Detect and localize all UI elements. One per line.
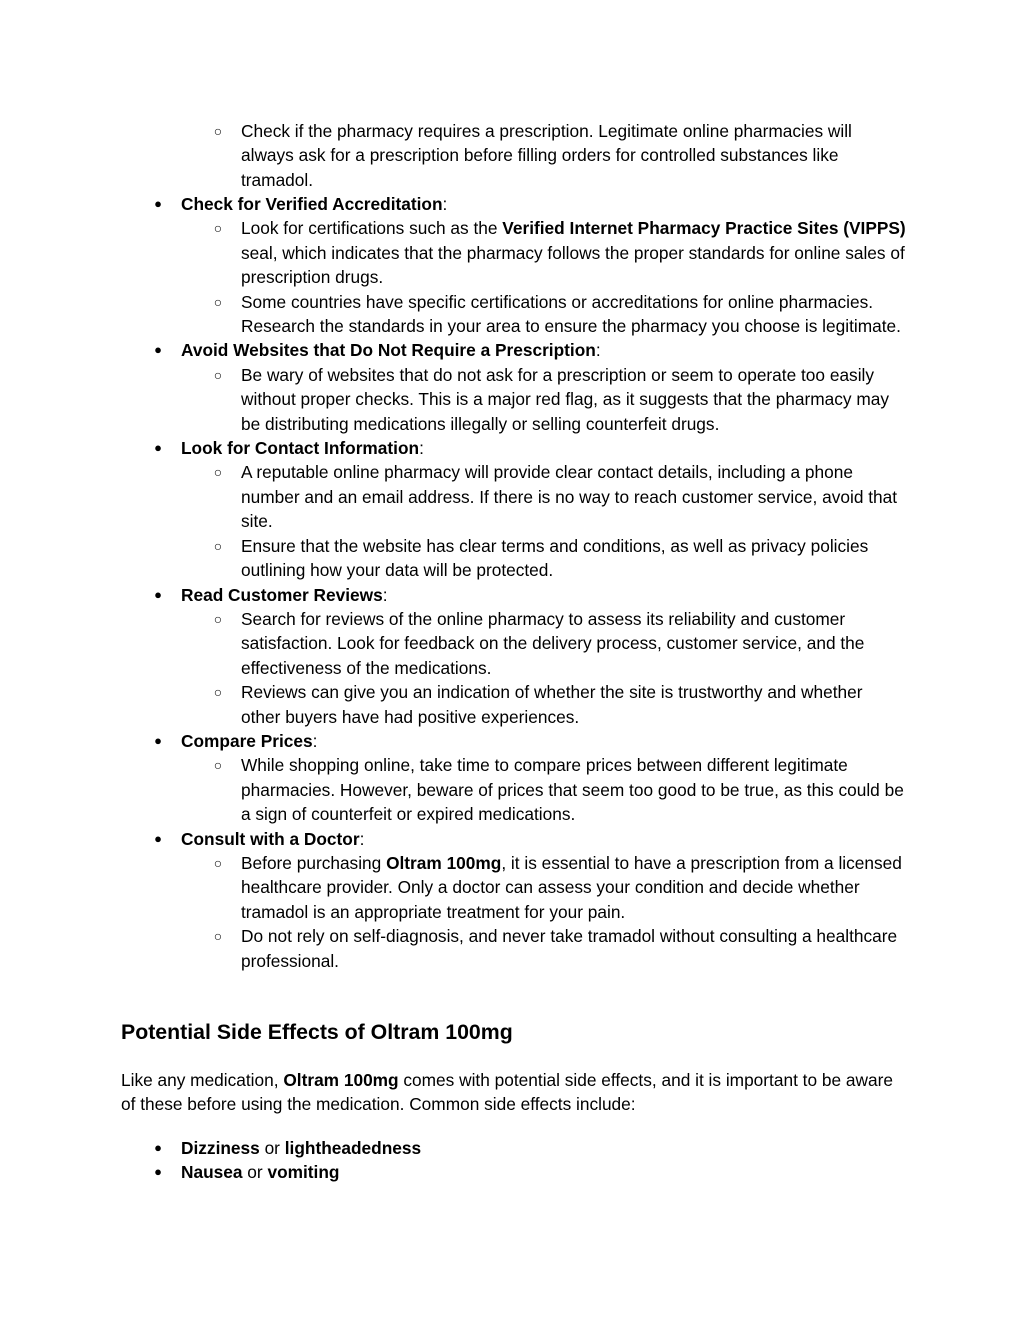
sub-bullet-icon: ○ bbox=[213, 464, 223, 481]
sub-item bbox=[0, 753, 1024, 826]
sub-item bbox=[0, 607, 1024, 680]
sub-bullet-icon: ○ bbox=[213, 123, 223, 139]
sub-item bbox=[0, 534, 1024, 583]
tip-item bbox=[0, 338, 1024, 436]
continued-list bbox=[0, 119, 1024, 192]
tip-heading: Consult with a Doctor: bbox=[181, 828, 365, 849]
bullet-icon: ● bbox=[154, 830, 162, 846]
tip-heading: Avoid Websites that Do Not Require a Prescription: bbox=[181, 340, 601, 361]
sub-item bbox=[0, 680, 1024, 729]
sub-item bbox=[0, 216, 1024, 289]
tip-title: Compare Prices bbox=[181, 730, 313, 751]
sub-bullet-icon: ○ bbox=[213, 757, 223, 774]
sub-item-text: Check if the pharmacy requires a prescription. Legitimate online pharmacies will always ask for a prescription before filling orders for controlled substances like tramadol. bbox=[241, 121, 852, 190]
tip-title: Check for Verified Accreditation bbox=[181, 194, 443, 214]
sub-item bbox=[0, 363, 1024, 436]
sub-item-text: Before purchasing Oltram 100mg, it is essential to have a prescription from a licensed healthcare provider. Only a doctor can assess your condition and decide whether tramadol is an appropriate treatment for your pain. bbox=[241, 852, 902, 922]
sub-item-text: Do not rely on self-diagnosis, and never take tramadol without consulting a healthcare professional. bbox=[241, 926, 898, 971]
side-effect-text: Dizziness or lightheadedness bbox=[181, 1138, 422, 1158]
bullet-icon: ● bbox=[154, 586, 162, 602]
section-heading: Potential Side Effects of Oltram 100mg bbox=[121, 1020, 513, 1044]
tip-heading: Check for Verified Accreditation: bbox=[181, 194, 448, 214]
bullet-icon: ● bbox=[154, 1164, 162, 1180]
bullet-icon: ● bbox=[154, 1140, 162, 1155]
sub-bullet-icon: ○ bbox=[213, 366, 223, 383]
tip-heading: Compare Prices: bbox=[181, 730, 318, 751]
sub-item-text: Reviews can give you an indication of whether the site is trustworthy and whether other buyers have had positive experiences. bbox=[241, 682, 863, 727]
sub-item-text: Some countries have specific certifications or accreditations for online pharmacies. Research the standards in your area to ensure the pharmacy you choose is legitimate. bbox=[241, 291, 901, 337]
sub-list bbox=[0, 460, 1024, 582]
sub-item bbox=[0, 119, 1024, 192]
sub-item bbox=[0, 460, 1024, 533]
sub-bullet-icon: ○ bbox=[213, 928, 223, 945]
sub-item-text: Search for reviews of the online pharmacy to assess its reliability and customer satisfaction. Look for feedback on the delivery process, customer service, and the effectiveness of the medications. bbox=[241, 608, 865, 678]
tip-item bbox=[0, 729, 1024, 827]
bullet-icon: ● bbox=[154, 440, 162, 456]
bullet-icon: ● bbox=[154, 342, 162, 358]
tip-title: Consult with a Doctor bbox=[181, 828, 360, 849]
intro-paragraph: Like any medication, Oltram 100mg comes with potential side effects, and it is important to be aware of these before using the medication. Common side effects include: bbox=[121, 1070, 893, 1115]
tip-title: Read Customer Reviews bbox=[181, 584, 383, 605]
sub-bullet-icon: ○ bbox=[213, 854, 223, 871]
sub-list bbox=[0, 851, 1024, 973]
sub-item-text: While shopping online, take time to compare prices between different legitimate pharmacies. However, beware of prices that seem too good to be true, as this could be a sign of counterfeit or expired medications. bbox=[241, 755, 904, 825]
side-effect-item bbox=[0, 1160, 1024, 1184]
sub-bullet-icon: ○ bbox=[213, 220, 223, 237]
continued-item bbox=[0, 119, 1024, 192]
tip-heading: Look for Contact Information: bbox=[181, 438, 424, 459]
sub-item-text: A reputable online pharmacy will provide clear contact details, including a phone number and an email address. If there is no way to reach customer service, avoid that site. bbox=[241, 462, 898, 532]
sub-item-text: Be wary of websites that do not ask for a prescription or seem to operate too easily without proper checks. This is a major red flag, as it suggests that the pharmacy may be distributing medications illegally or selling counterfeit drugs. bbox=[241, 364, 890, 434]
sub-bullet-icon: ○ bbox=[213, 293, 223, 310]
sub-list bbox=[0, 607, 1024, 729]
sub-item-text: Ensure that the website has clear terms and conditions, as well as privacy policies outlining how your data will be protected. bbox=[241, 535, 869, 581]
sub-item bbox=[0, 924, 1024, 973]
sub-list bbox=[0, 363, 1024, 436]
tip-title: Look for Contact Information bbox=[181, 438, 420, 459]
sub-list bbox=[0, 753, 1024, 826]
tip-item bbox=[0, 192, 1024, 338]
sub-bullet-icon: ○ bbox=[213, 537, 223, 554]
tip-item bbox=[0, 827, 1024, 973]
tips-list bbox=[0, 192, 1024, 973]
bullet-icon: ● bbox=[154, 732, 162, 748]
sub-item bbox=[0, 290, 1024, 339]
tip-title: Avoid Websites that Do Not Require a Prescription bbox=[181, 340, 596, 361]
tip-item bbox=[0, 583, 1024, 729]
sub-list bbox=[0, 119, 1024, 192]
bullet-icon: ● bbox=[154, 196, 162, 211]
sub-item-text: Look for certifications such as the Verified Internet Pharmacy Practice Sites (VIPPS) seal, which indicates that the pharmacy follows the proper standards for online sales of prescription drugs. bbox=[241, 218, 906, 288]
side-effects-list bbox=[0, 1136, 1024, 1185]
sub-bullet-icon: ○ bbox=[213, 610, 223, 627]
tip-heading: Read Customer Reviews: bbox=[181, 584, 388, 605]
sub-item bbox=[0, 851, 1024, 924]
side-effect-text: Nausea or vomiting bbox=[181, 1162, 340, 1183]
sub-bullet-icon: ○ bbox=[213, 684, 223, 701]
sub-list bbox=[0, 216, 1024, 338]
side-effect-item bbox=[0, 1136, 1024, 1160]
tip-item bbox=[0, 436, 1024, 582]
